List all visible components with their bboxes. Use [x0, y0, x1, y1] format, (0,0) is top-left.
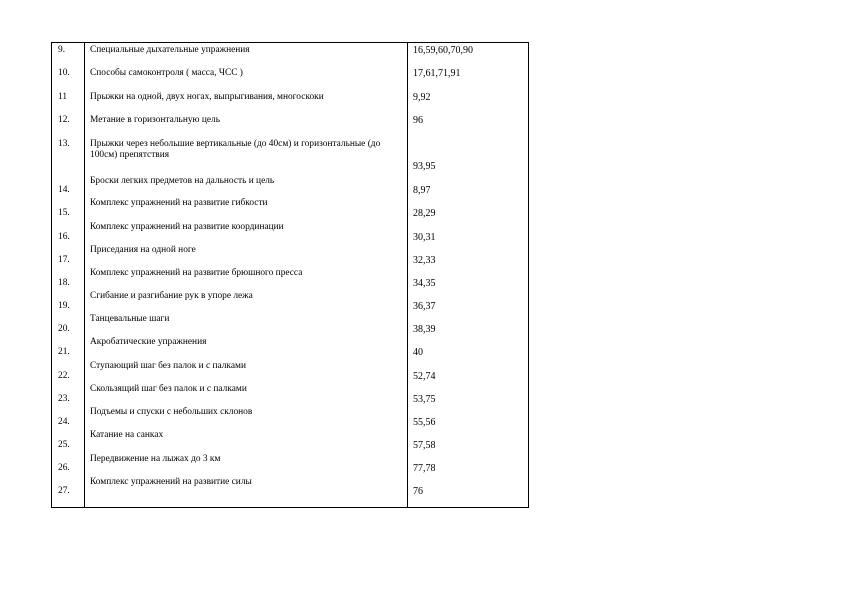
row-pages: 16,59,60,70,90 [413, 45, 473, 56]
row-number: 14. [58, 185, 70, 195]
row-exercise: Метание в горизонтальную цель [90, 115, 221, 125]
row-pages: 9,92 [413, 92, 431, 103]
row-pages: 52,74 [413, 371, 436, 382]
row-number: 22. [58, 371, 70, 381]
row-number: 18. [58, 278, 70, 288]
column-divider-number [84, 43, 85, 507]
row-pages: 38,39 [413, 324, 436, 335]
column-divider-pages [407, 43, 408, 507]
row-number: 12. [58, 115, 70, 125]
row-number: 27. [58, 486, 70, 496]
row-pages: 17,61,71,91 [413, 68, 461, 79]
row-number: 13. [58, 139, 70, 149]
row-number: 21. [58, 347, 70, 357]
row-number: 16. [58, 232, 70, 242]
row-exercise: Комплекс упражнений на развитие координации [90, 222, 284, 232]
row-number: 26. [58, 463, 70, 473]
row-number: 20. [58, 324, 70, 334]
row-number: 15. [58, 208, 70, 218]
row-pages: 34,35 [413, 278, 436, 289]
row-exercise: Броски легких предметов на дальность и цель [90, 176, 275, 186]
row-pages: 28,29 [413, 208, 436, 219]
row-number: 17. [58, 255, 70, 265]
row-pages: 36,37 [413, 301, 436, 312]
row-exercise: Передвижение на лыжах до 3 км [90, 454, 221, 464]
row-pages: 96 [413, 115, 423, 126]
row-exercise: Комплекс упражнений на развитие силы [90, 477, 252, 487]
row-pages: 30,31 [413, 232, 436, 243]
row-exercise: Сгибание и разгибание рук в упоре лежа [90, 291, 253, 301]
row-pages: 55,56 [413, 417, 436, 428]
row-exercise: Комплекс упражнений на развитие брюшного пресса [90, 268, 303, 278]
exercise-table [51, 42, 529, 508]
row-pages: 40 [413, 347, 423, 358]
row-number: 10. [58, 68, 70, 78]
row-pages: 76 [413, 486, 423, 497]
row-exercise: Танцевальные шаги [90, 314, 170, 324]
row-pages: 53,75 [413, 394, 436, 405]
row-number: 19. [58, 301, 70, 311]
row-number: 25. [58, 440, 70, 450]
row-number: 24. [58, 417, 70, 427]
row-exercise: Катание на санках [90, 430, 164, 440]
row-exercise: Подъемы и спуски с небольших склонов [90, 407, 253, 417]
row-exercise: Акробатические упражнения [90, 337, 207, 347]
row-number: 9. [58, 45, 66, 55]
row-exercise: Скользящий шаг без палок и с палками [90, 384, 247, 394]
row-exercise: Способы самоконтроля ( масса, ЧСС ) [90, 68, 243, 78]
row-exercise: Ступающий шаг без палок и с палками [90, 361, 246, 371]
row-exercise: Приседания на одной ноге [90, 245, 196, 255]
row-number: 23. [58, 394, 70, 404]
row-exercise: Специальные дыхательные упражнения [90, 45, 250, 55]
row-pages: 93,95 [413, 161, 436, 172]
row-exercise: Прыжки на одной, двух ногах, выпрыгивания, многоскоки [90, 92, 324, 102]
row-pages: 8,97 [413, 185, 431, 196]
row-number: 11 [58, 92, 68, 102]
row-pages: 77,78 [413, 463, 436, 474]
row-exercise: Комплекс упражнений на развитие гибкости [90, 198, 268, 208]
row-pages: 32,33 [413, 255, 436, 266]
row-exercise: Прыжки через небольшие вертикальные (до 40см) и горизонтальные (до 100см) препятствия [90, 139, 381, 160]
row-pages: 57,58 [413, 440, 436, 451]
